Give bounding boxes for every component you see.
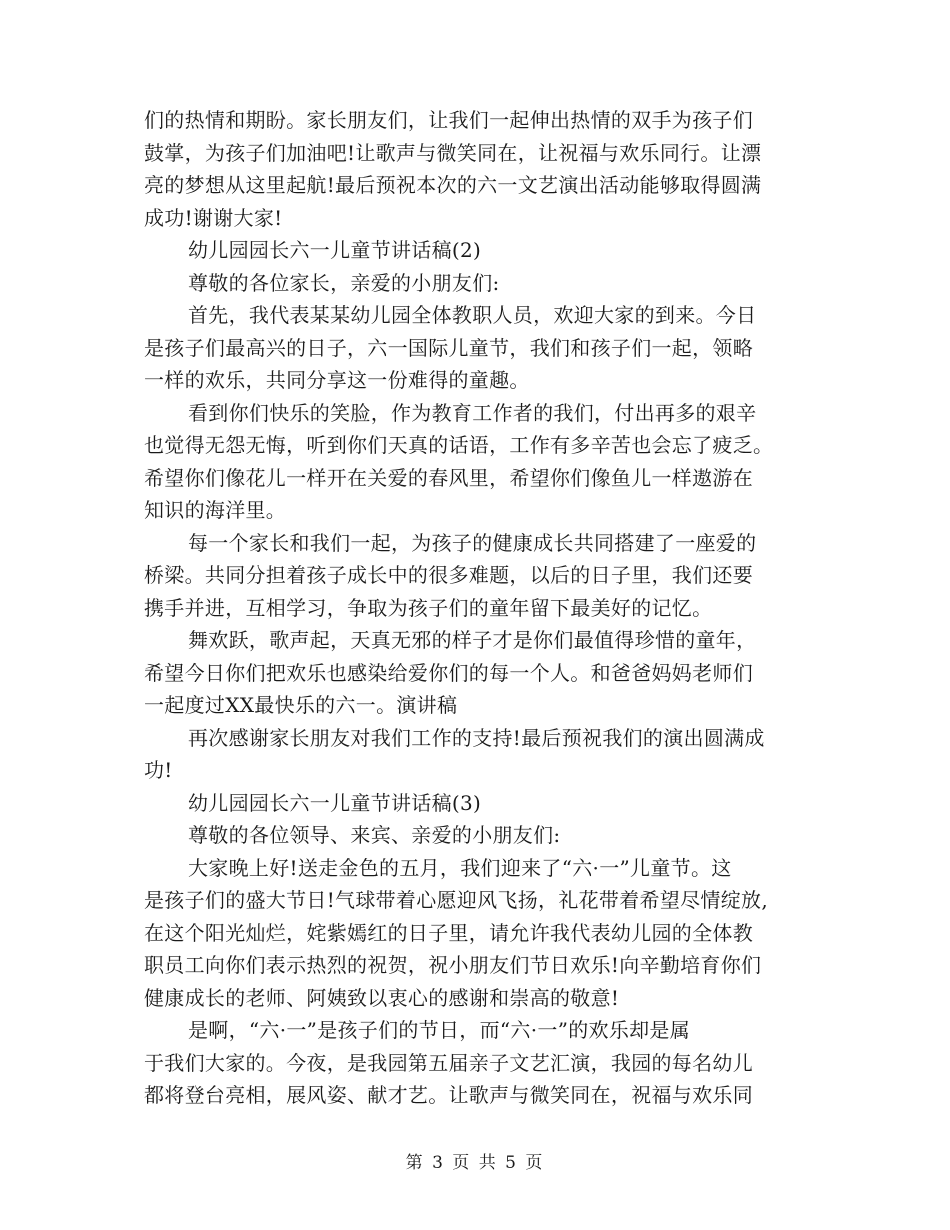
text-line: 希望今日你们把欢乐也感染给爱你们的每一个人。和爸爸妈妈老师们 xyxy=(144,660,753,685)
salutation: 尊敬的各位家长，亲爱的小朋友们: xyxy=(188,270,500,295)
document-body xyxy=(144,104,808,1112)
text-line: 成功!谢谢大家! xyxy=(144,205,283,230)
text-line: 功! xyxy=(144,758,173,782)
text-line: 是孩子们的盛大节日!气球带着心愿迎风飞扬，礼花带着希望尽情绽放, xyxy=(144,888,768,912)
text-line: 知识的海洋里。 xyxy=(144,498,287,522)
paragraph-start: 每一个家长和我们一起，为孩子的健康成长共同搭建了一座爱的 xyxy=(188,530,757,555)
text-line: 一样的欢乐，共同分享这一份难得的童趣。 xyxy=(144,368,530,392)
text-line: 于我们大家的。今夜，是我园第五届亲子文艺汇演，我园的每名幼儿 xyxy=(144,1050,753,1075)
paragraph-start: 舞欢跃，歌声起，天真无邪的样子才是你们最值得珍惜的童年， xyxy=(188,628,757,652)
paragraph-start: 首先，我代表某某幼儿园全体教职人员，欢迎大家的到来。今日 xyxy=(188,303,757,327)
text-line: 健康成长的老师、阿姨致以衷心的感谢和崇高的敬意! xyxy=(144,985,620,1010)
text-line: 职员工向你们表示热烈的祝贺，祝小朋友们节日欢乐!向辛勤培育你们 xyxy=(144,953,762,977)
section-heading: 幼儿园园长六一儿童节讲话稿(2) xyxy=(188,238,482,262)
paragraph-start: 再次感谢家长朋友对我们工作的支持!最后预祝我们的演出圆满成 xyxy=(188,725,765,750)
section-heading: 幼儿园园长六一儿童节讲话稿(3) xyxy=(188,790,482,815)
text-line: 们的热情和期盼。家长朋友们，让我们一起伸出热情的双手为孩子们 xyxy=(144,108,753,132)
paragraph-start: 是啊，“六·一”是孩子们的节日，而“六·一”的欢乐却是属 xyxy=(188,1018,691,1042)
text-line: 也觉得无怨无悔，听到你们天真的话语，工作有多辛苦也会忘了疲乏。 xyxy=(144,433,774,457)
text-line: 一起度过XX最快乐的六一。演讲稿 xyxy=(144,693,458,717)
paragraph-start: 大家晚上好!送走金色的五月，我们迎来了“六·一”儿童节。这 xyxy=(188,855,732,880)
text-line: 鼓掌，为孩子们加油吧!让歌声与微笑同在，让祝福与欢乐同行。让漂 xyxy=(144,140,762,165)
text-line: 在这个阳光灿烂，姹紫嫣红的日子里，请允许我代表幼儿园的全体教 xyxy=(144,920,753,945)
text-line: 都将登台亮相，展风姿、献才艺。让歌声与微笑同在，祝福与欢乐同 xyxy=(144,1083,753,1107)
salutation: 尊敬的各位领导、来宾、亲爱的小朋友们: xyxy=(188,823,561,847)
text-line: 亮的梦想从这里起航!最后预祝本次的六一文艺演出活动能够取得圆满 xyxy=(144,173,762,197)
text-line: 希望你们像花儿一样开在关爱的春风里，希望你们像鱼儿一样遨游在 xyxy=(144,465,753,490)
text-line: 携手并进，互相学习，争取为孩子们的童年留下最美好的记忆。 xyxy=(144,595,713,620)
text-line: 是孩子们最高兴的日子，六一国际儿童节，我们和孩子们一起，领略 xyxy=(144,335,753,360)
paragraph-start: 看到你们快乐的笑脸，作为教育工作者的我们，付出再多的艰辛 xyxy=(188,400,757,425)
text-line: 桥梁。共同分担着孩子成长中的很多难题，以后的日子里，我们还要 xyxy=(144,563,753,587)
page-number-footer: 第 3 页 共 5 页 xyxy=(405,1153,545,1173)
